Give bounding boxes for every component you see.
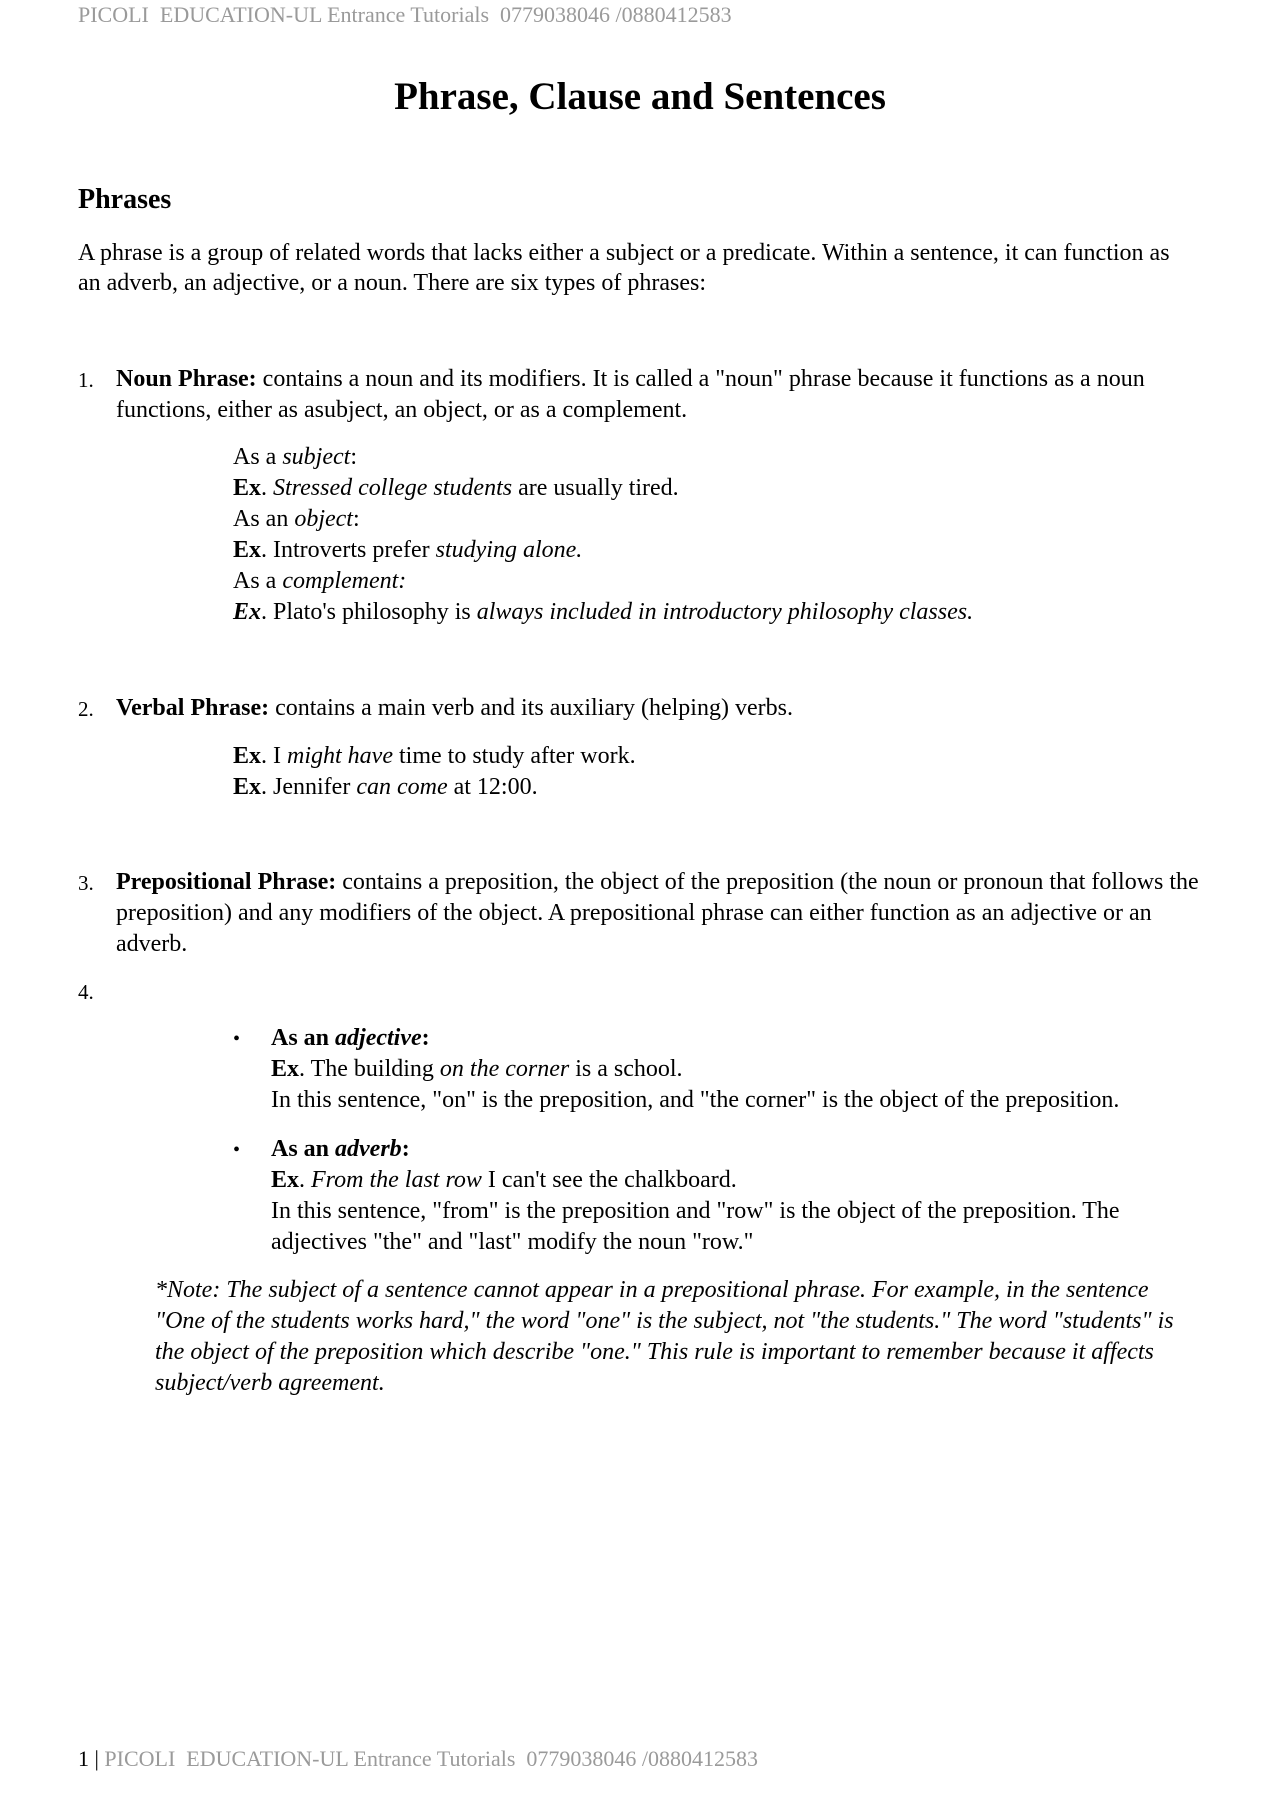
list-number: 4. bbox=[78, 980, 94, 1004]
bullet-item-adverb: As an adverb: Ex. From the last row I can't see the chalkboard. In this sentence, "from" is the preposition and "row" is the object of the preposition. The adjectives "the" and "last" modify the noun "row." bbox=[271, 1134, 1201, 1258]
explanation: In this sentence, "on" is the preposition, and "the corner" is the object of the preposition. bbox=[271, 1087, 1120, 1113]
intro-paragraph: A phrase is a group of related words that lacks either a subject or a predicate. Within a sentence, it can function as an adverb, an adjective, or a noun. There are six types of phrases: bbox=[78, 240, 1170, 296]
noun-phrase-examples: As a subject: Ex. Stressed college students are usually tired. As an object: Ex. Introverts prefer studying alone. As a complement: Ex. Plato's philosophy is always included in introductory philosophy classes. bbox=[233, 444, 974, 625]
text: at 12:00. bbox=[447, 774, 538, 800]
ex-label: Ex bbox=[271, 1167, 300, 1193]
list-number: 3. bbox=[78, 871, 94, 895]
text: I can't see the chalkboard. bbox=[481, 1167, 737, 1193]
list-item-prepositional-phrase bbox=[116, 867, 1206, 960]
explanation: In this sentence, "from" is the preposition and "row" is the object of the preposition. The adjectives "the" and "last" modify the noun "row." bbox=[271, 1198, 1120, 1255]
text: Plato's philosophy is bbox=[267, 599, 477, 625]
text: is a school. bbox=[569, 1056, 683, 1082]
text: time to study after work. bbox=[393, 743, 636, 769]
text: on the corner bbox=[439, 1056, 570, 1082]
term-description: contains a noun and its modifiers. It is called a "noun" phrase because it functions as a noun functions, either as asubject, an object, or as a complement. bbox=[116, 366, 1145, 423]
page-footer bbox=[78, 1746, 758, 1772]
text: complement: bbox=[282, 568, 407, 594]
footer-text: PICOLI EDUCATION-UL Entrance Tutorials 0779038046 /0880412583 bbox=[104, 1746, 759, 1771]
text: subject bbox=[282, 444, 351, 470]
text: : bbox=[352, 506, 360, 532]
term-description: contains a preposition, the object of the preposition (the noun or pronoun that follows the preposition) and any modifiers of the object. A prepositional phrase can either function as an adjective or an adverb. bbox=[116, 869, 1199, 957]
bullet-icon: • bbox=[233, 1139, 241, 1161]
term: Prepositional Phrase: bbox=[116, 869, 337, 895]
list-number: 1. bbox=[78, 368, 94, 392]
text: : bbox=[350, 444, 357, 470]
list-item-verbal-phrase bbox=[116, 693, 1206, 724]
text: I bbox=[267, 743, 288, 769]
text: From the last row bbox=[311, 1167, 482, 1193]
text: always included in introductory philosophy classes. bbox=[476, 599, 974, 625]
ex-label: Ex bbox=[233, 537, 262, 563]
text: As a bbox=[233, 444, 283, 470]
text: can come bbox=[356, 774, 448, 800]
page-header: PICOLI EDUCATION-UL Entrance Tutorials 0779038046 /0880412583 bbox=[78, 2, 732, 27]
page-number: 1 | bbox=[78, 1746, 105, 1771]
term: Verbal Phrase: bbox=[116, 695, 270, 721]
ex-label: Ex bbox=[233, 475, 262, 501]
ex-label: Ex bbox=[271, 1056, 300, 1082]
text: As an bbox=[233, 506, 295, 532]
bullet-icon: • bbox=[233, 1028, 241, 1050]
text: The building bbox=[305, 1056, 440, 1082]
text: : bbox=[401, 1136, 410, 1162]
text: adjective bbox=[335, 1025, 422, 1051]
term: Noun Phrase: bbox=[116, 366, 257, 392]
text: object bbox=[294, 506, 353, 532]
list-item-noun-phrase bbox=[116, 364, 1206, 426]
text: As an bbox=[271, 1136, 336, 1162]
ex-label: Ex bbox=[233, 599, 262, 625]
list-number: 2. bbox=[78, 697, 94, 721]
ex-label: Ex bbox=[233, 774, 262, 800]
text: Stressed college students bbox=[273, 475, 513, 501]
text: : bbox=[421, 1025, 430, 1051]
text: studying alone. bbox=[435, 537, 583, 563]
verbal-phrase-examples: Ex. I might have time to study after work. Ex. Jennifer can come at 12:00. bbox=[233, 743, 636, 800]
bullet-item-adjective: As an adjective: Ex. The building on the corner is a school. In this sentence, "on" is the preposition, and "the corner" is the object of the preposition. bbox=[271, 1023, 1201, 1116]
text: might have bbox=[287, 743, 393, 769]
text: As an bbox=[271, 1025, 336, 1051]
page-title: Phrase, Clause and Sentences bbox=[394, 75, 886, 118]
text: As a bbox=[233, 568, 283, 594]
text: adverb bbox=[335, 1136, 402, 1162]
section-heading: Phrases bbox=[78, 184, 172, 215]
text: are usually tired. bbox=[512, 475, 679, 501]
note-paragraph: *Note: The subject of a sentence cannot appear in a prepositional phrase. For example, in the sentence "One of the students works hard," the word "one" is the subject, not "the students." The word "students" is the object of the preposition which describe "one." This rule is important to remember because it affects subject/verb agreement. bbox=[155, 1277, 1174, 1396]
text: Introverts prefer bbox=[267, 537, 436, 563]
ex-label: Ex bbox=[233, 743, 262, 769]
text: Jennifer bbox=[267, 774, 357, 800]
term-description: contains a main verb and its auxiliary (helping) verbs. bbox=[269, 695, 793, 721]
